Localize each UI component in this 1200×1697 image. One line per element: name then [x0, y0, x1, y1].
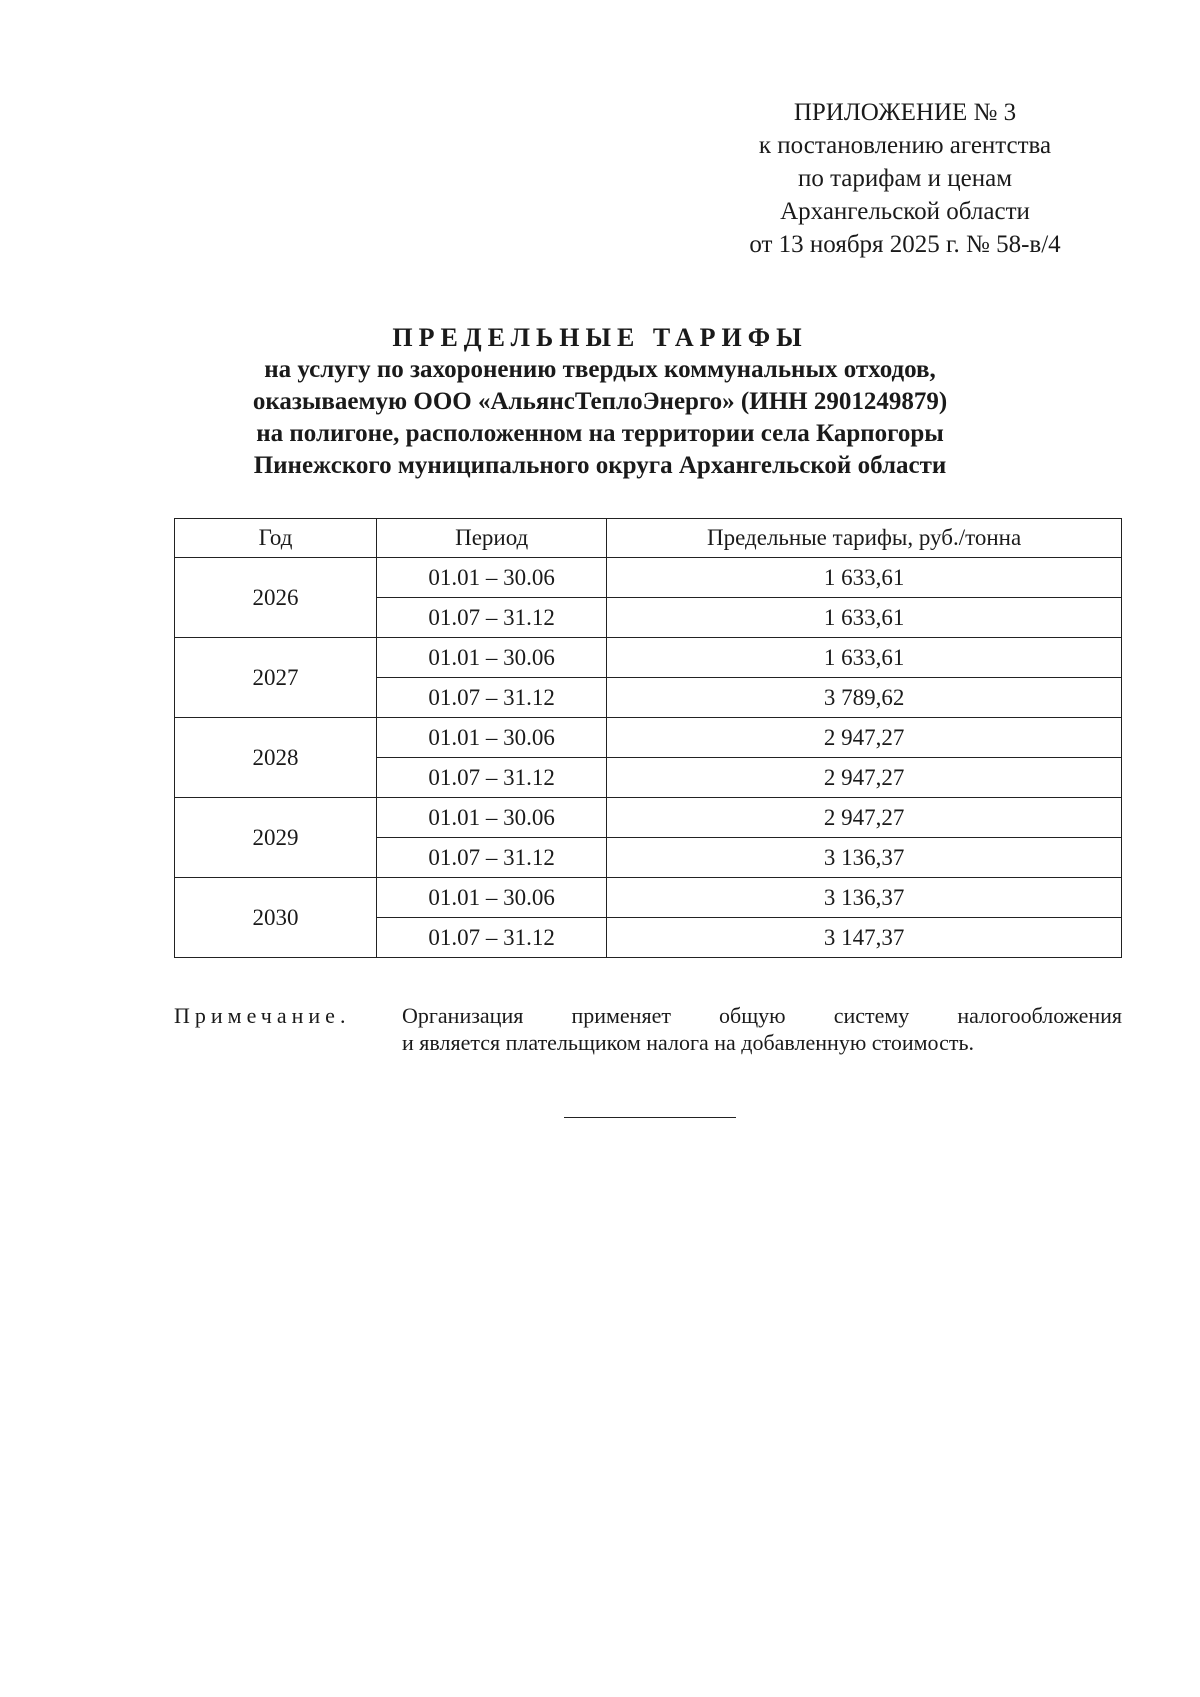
table-row	[175, 718, 1122, 758]
title-line: на услугу по захоронению твердых коммунальных отходов,	[264, 356, 936, 383]
appendix-ref-line: к постановлению агентства	[758, 132, 1052, 159]
period-cell: 01.07 – 31.12	[377, 678, 607, 718]
year-cell: 2027	[175, 638, 377, 718]
year-cell: 2030	[175, 878, 377, 958]
end-divider	[564, 1117, 736, 1118]
table-row	[175, 558, 1122, 598]
year-cell: 2026	[175, 558, 377, 638]
period-cell: 01.01 – 30.06	[377, 798, 607, 838]
year-cell: 2028	[175, 718, 377, 798]
header-year: Год	[175, 519, 377, 558]
tariff-cell: 1 633,61	[607, 638, 1122, 678]
note-text-line: Организация применяет общую систему налогообложения	[402, 1003, 1122, 1028]
appendix-number: ПРИЛОЖЕНИЕ № 3	[793, 99, 1017, 126]
header-period: Период	[377, 519, 607, 558]
tariff-cell: 3 136,37	[607, 878, 1122, 918]
period-cell: 01.01 – 30.06	[377, 718, 607, 758]
header-tariff: Предельные тарифы, руб./тонна	[607, 519, 1122, 558]
appendix-ref-line: Архангельской области	[780, 198, 1030, 225]
period-cell: 01.07 – 31.12	[377, 838, 607, 878]
tariff-cell: 3 147,37	[607, 918, 1122, 958]
tariff-cell: 2 947,27	[607, 798, 1122, 838]
table-header-row	[175, 519, 1122, 558]
appendix-date-number: от 13 ноября 2025 г. № 58-в/4	[749, 231, 1061, 258]
title-line: на полигоне, расположенном на территории села Карпогоры	[256, 420, 944, 447]
note-label: Примечание.	[174, 1003, 351, 1028]
tariff-cell: 2 947,27	[607, 758, 1122, 798]
appendix-header	[700, 96, 1110, 261]
appendix-ref-line: по тарифам и ценам	[797, 165, 1013, 192]
table-row	[175, 638, 1122, 678]
tariff-cell: 1 633,61	[607, 598, 1122, 638]
tariff-cell: 3 789,62	[607, 678, 1122, 718]
tariffs-table	[174, 518, 1122, 958]
tariff-cell: 2 947,27	[607, 718, 1122, 758]
period-cell: 01.01 – 30.06	[377, 638, 607, 678]
title-main: ПРЕДЕЛЬНЫЕ ТАРИФЫ	[392, 323, 808, 352]
tariff-cell: 3 136,37	[607, 838, 1122, 878]
period-cell: 01.01 – 30.06	[377, 558, 607, 598]
title-line: Пинежского муниципального округа Архангельской области	[253, 452, 947, 479]
note-text	[402, 1002, 1122, 1056]
title-line: оказываемую ООО «АльянсТеплоЭнерго» (ИНН 2901249879)	[252, 388, 948, 415]
note-text-line: и является плательщиком налога на добавленную стоимость.	[402, 1030, 974, 1055]
period-cell: 01.07 – 31.12	[377, 598, 607, 638]
year-cell: 2029	[175, 798, 377, 878]
document-title	[160, 322, 1040, 482]
period-cell: 01.07 – 31.12	[377, 758, 607, 798]
period-cell: 01.07 – 31.12	[377, 918, 607, 958]
table-row	[175, 878, 1122, 918]
tariff-cell: 1 633,61	[607, 558, 1122, 598]
table-row	[175, 798, 1122, 838]
period-cell: 01.01 – 30.06	[377, 878, 607, 918]
